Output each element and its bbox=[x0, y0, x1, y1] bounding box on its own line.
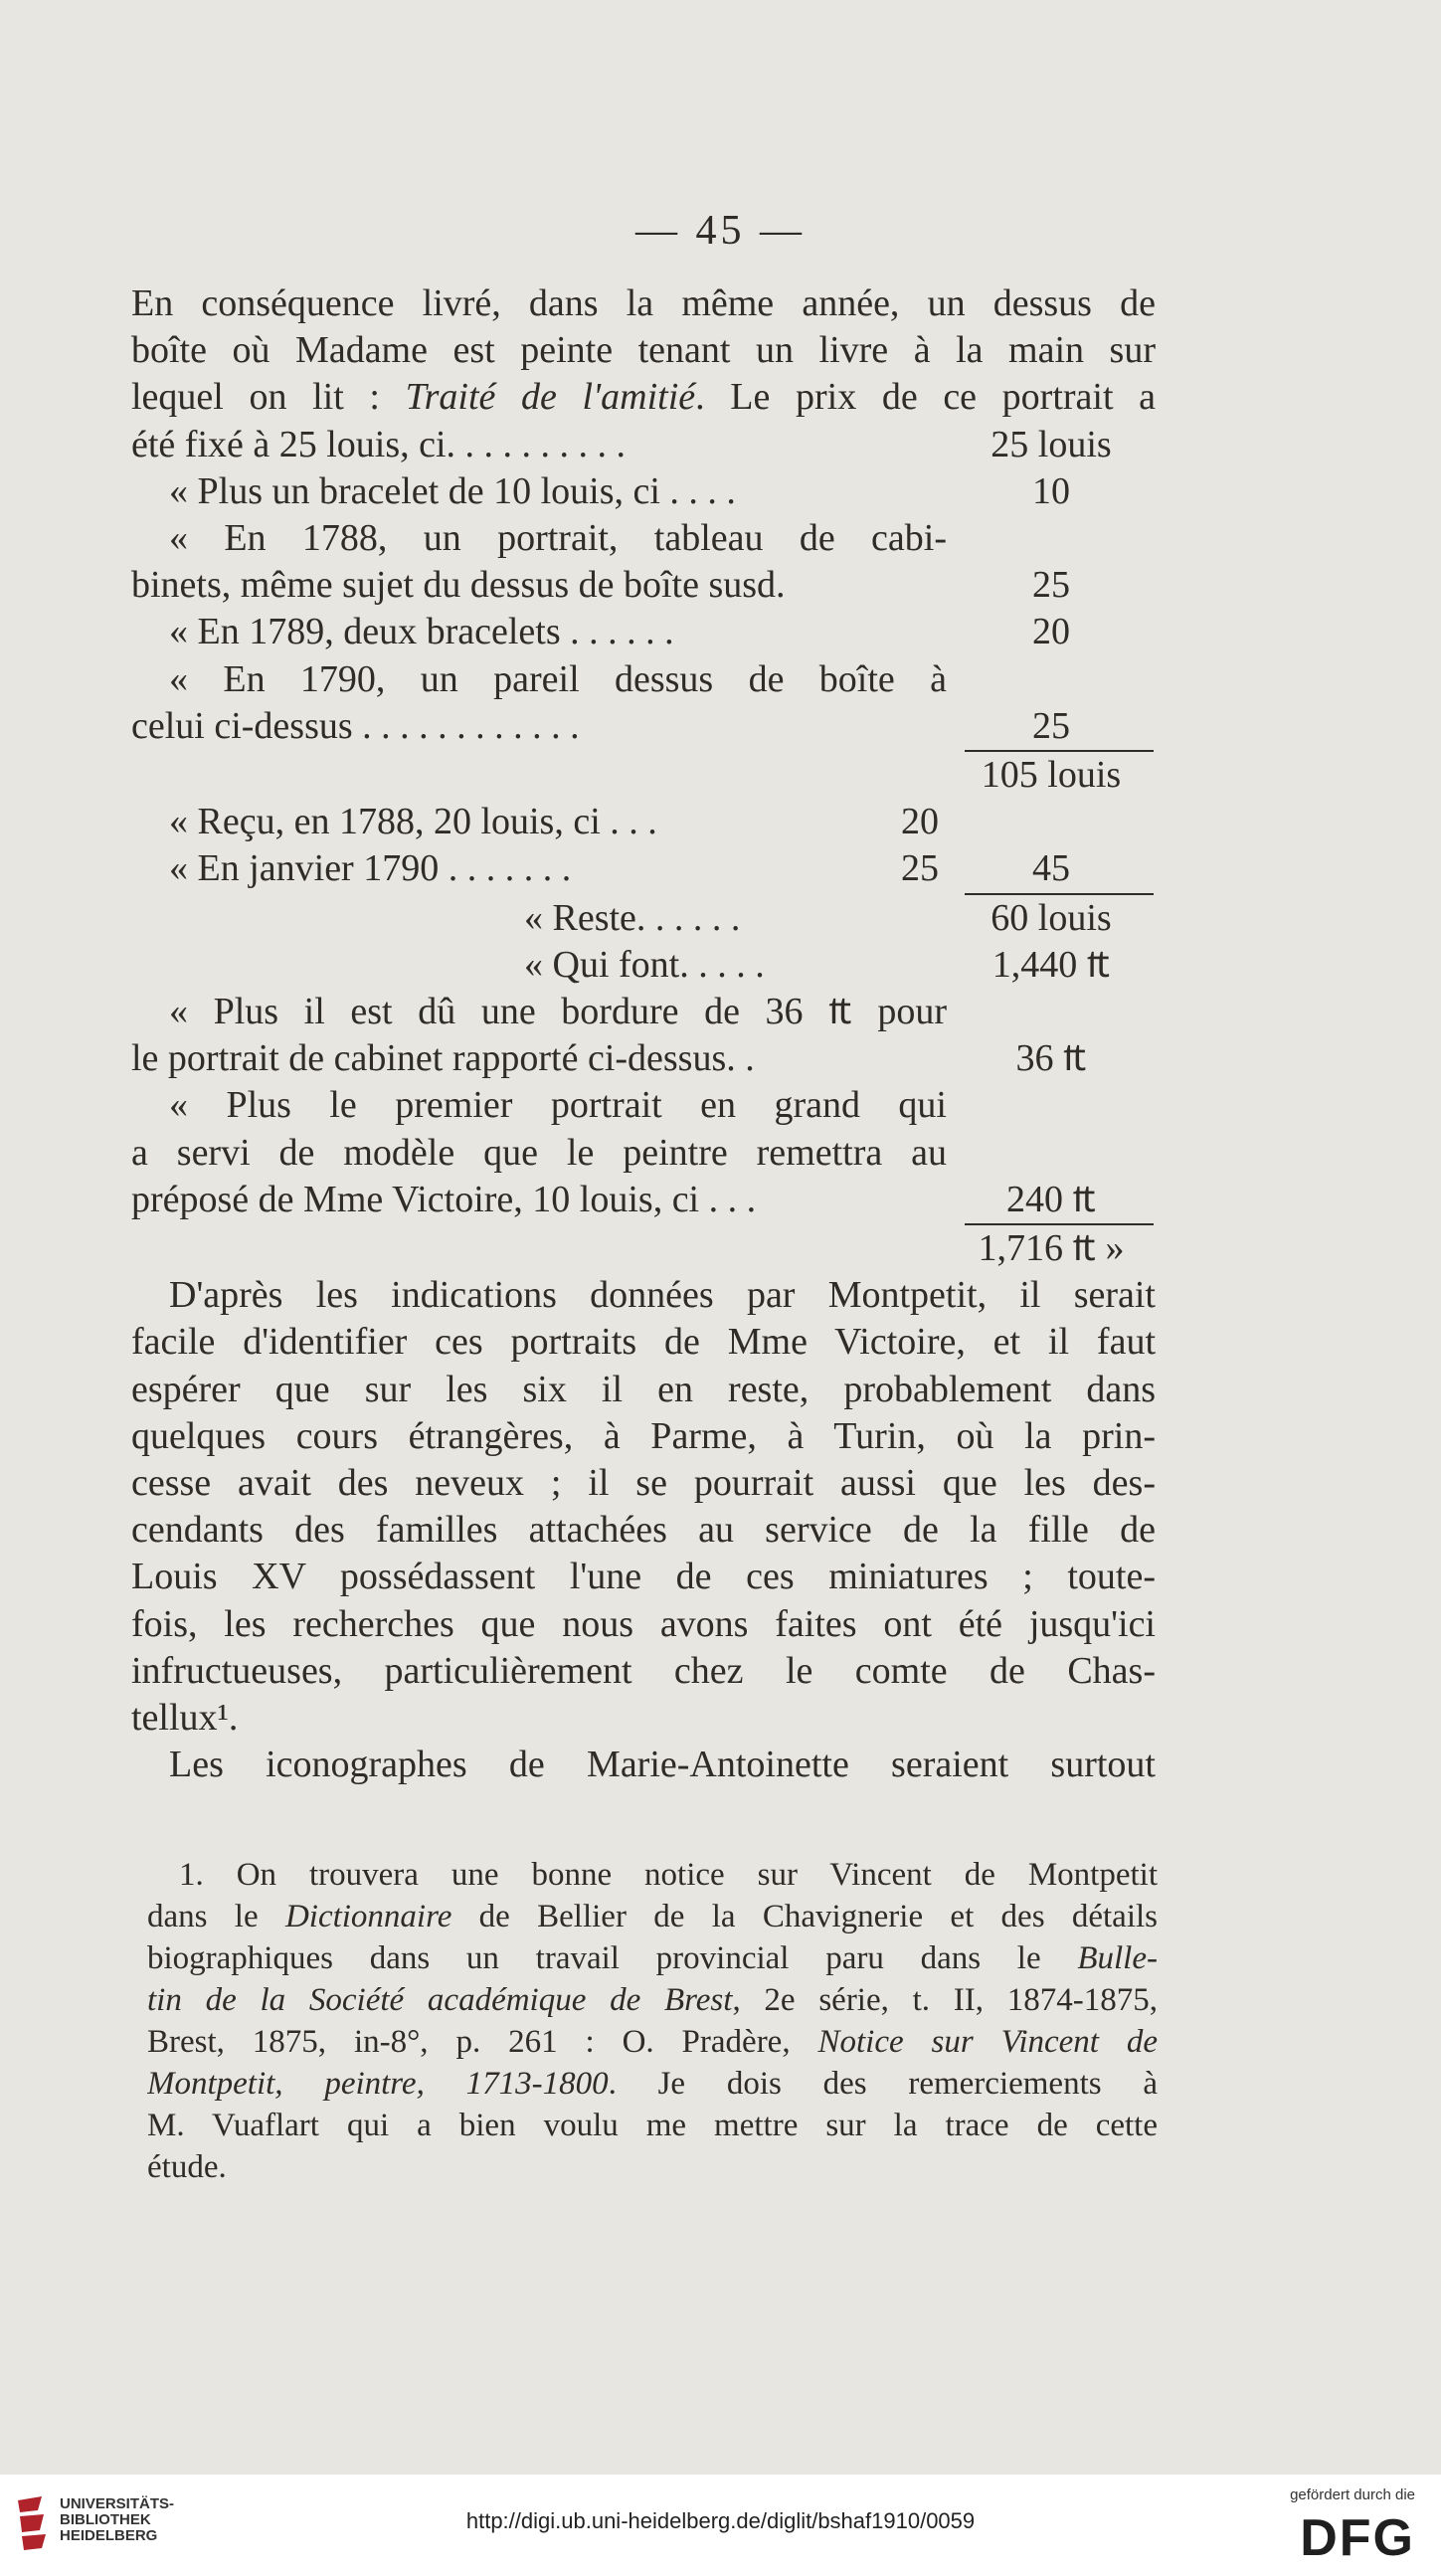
text-line: boîte où Madame est peinte tenant un livre à la main sur bbox=[131, 329, 1156, 372]
quifont-row: « Qui font. . . . . 1,440 ₶ bbox=[524, 943, 1111, 986]
ledger-row: le portrait de cabinet rapporté ci-dessus. . 36 ₶ bbox=[131, 1037, 1087, 1080]
ledger-row: « En 1788, un portrait, tableau de cabi- bbox=[169, 517, 947, 560]
text-line: facile d'identifier ces portraits de Mme Victoire, et il faut bbox=[131, 1321, 1156, 1364]
paragraph-3: Les iconographes de Marie-Antoinette seraient surtout bbox=[169, 1744, 1156, 1786]
viewer-footer bbox=[0, 2475, 1441, 2576]
footnote-line: tin de la Société académique de Brest, 2e série, t. II, 1874-1875, bbox=[147, 1982, 1158, 2018]
text-line: Louis XV possédassent l'une de ces miniatures ; toute- bbox=[131, 1556, 1156, 1598]
text-line: cesse avait des neveux ; il se pourrait aussi que les des- bbox=[131, 1462, 1156, 1505]
text-line: D'après les indications données par Montpetit, il serait bbox=[169, 1274, 1156, 1317]
footnote-line: étude. bbox=[147, 2149, 227, 2185]
text-line: quelques cours étrangères, à Parme, à Turin, où la prin- bbox=[131, 1414, 1156, 1457]
ledger-row: préposé de Mme Victoire, 10 louis, ci . . . 240 ₶ bbox=[131, 1178, 1097, 1220]
grand-total-row: 1,716 ₶ » bbox=[978, 1227, 1125, 1270]
ledger-row: « En 1789, deux bracelets . . . . . . 20 bbox=[169, 611, 1070, 653]
page-number: — 45 — bbox=[635, 208, 806, 254]
ledger-row: « Reçu, en 1788, 20 louis, ci . . . 20 bbox=[169, 801, 939, 843]
sum-rule bbox=[131, 750, 1156, 752]
ledger-row: « Plus le premier portrait en grand qui bbox=[169, 1084, 947, 1127]
footnote-line: 1. On trouvera une bonne notice sur Vincent de Montpetit bbox=[179, 1857, 1158, 1893]
footnote-line: biographiques dans un travail provincial paru dans le Bulle- bbox=[147, 1940, 1158, 1976]
text-line: cendants des familles attachées au service de la fille de bbox=[131, 1509, 1156, 1552]
sum-rule bbox=[131, 1223, 1156, 1225]
book-title: Traité de l'amitié bbox=[405, 376, 696, 419]
ledger-row: a servi de modèle que le peintre remettra au bbox=[131, 1131, 947, 1174]
text-line: tellux¹. bbox=[131, 1697, 239, 1740]
ledger-row: été fixé à 25 louis, ci. . . . . . . . . . 25 louis bbox=[131, 423, 1112, 465]
text-line: espérer que sur les six il en reste, probablement dans bbox=[131, 1368, 1156, 1410]
footnote-line: Brest, 1875, in-8°, p. 261 : O. Pradère, Notice sur Vincent de bbox=[147, 2024, 1158, 2060]
ledger-row: celui ci-dessus . . . . . . . . . . . . 25 bbox=[131, 704, 1070, 747]
text-line: lequel on lit : Traité de l'amitié. Le prix de ce portrait a bbox=[131, 376, 1156, 419]
total-row: 105 louis bbox=[981, 754, 1122, 797]
footnote-line: dans le Dictionnaire de Bellier de la Chavignerie et des détails bbox=[147, 1899, 1158, 1934]
footnote-line: M. Vuaflart qui a bien voulu me mettre sur la trace de cette bbox=[147, 2108, 1158, 2143]
text-line: En conséquence livré, dans la même année, un dessus de bbox=[131, 282, 1156, 324]
permalink[interactable]: http://digi.ub.uni-heidelberg.de/diglit/bshaf1910/0059 bbox=[465, 2508, 976, 2533]
dfg-logo: DFG bbox=[1300, 2509, 1415, 2567]
ledger-row: « Plus un bracelet de 10 louis, ci . . . . 10 bbox=[169, 469, 1070, 512]
ledger-block-2 bbox=[131, 799, 1156, 892]
footnote bbox=[147, 1854, 1158, 2188]
sponsor-caption: gefördert durch die bbox=[1290, 2486, 1415, 2503]
sum-rule bbox=[131, 893, 1156, 895]
reste-row: « Reste. . . . . . 60 louis bbox=[524, 896, 1112, 939]
ledger-row: binets, même sujet du dessus de boîte susd. 25 bbox=[131, 564, 1070, 607]
text-line: infructueuses, particulièrement chez le comte de Chas- bbox=[131, 1649, 1156, 1692]
footnote-line: Montpetit, peintre, 1713-1800. Je dois des remerciements à bbox=[147, 2066, 1158, 2102]
ledger-row: « En 1790, un pareil dessus de boîte à bbox=[169, 657, 947, 700]
main-text bbox=[131, 280, 1156, 1789]
ledger-row: « Plus il est dû une bordure de 36 ₶ pour bbox=[169, 991, 947, 1033]
ledger-row: « En janvier 1790 . . . . . . . 25 45 bbox=[169, 847, 1070, 890]
text-line: fois, les recherches que nous avons faites ont été jusqu'ici bbox=[131, 1602, 1156, 1645]
university-name: UNIVERSITÄTS- BIBLIOTHEK HEIDELBERG bbox=[60, 2495, 175, 2544]
ledger-block-3 bbox=[131, 989, 1156, 1223]
ledger-block-1 bbox=[131, 422, 1156, 750]
paragraph-2 bbox=[131, 1272, 1156, 1742]
